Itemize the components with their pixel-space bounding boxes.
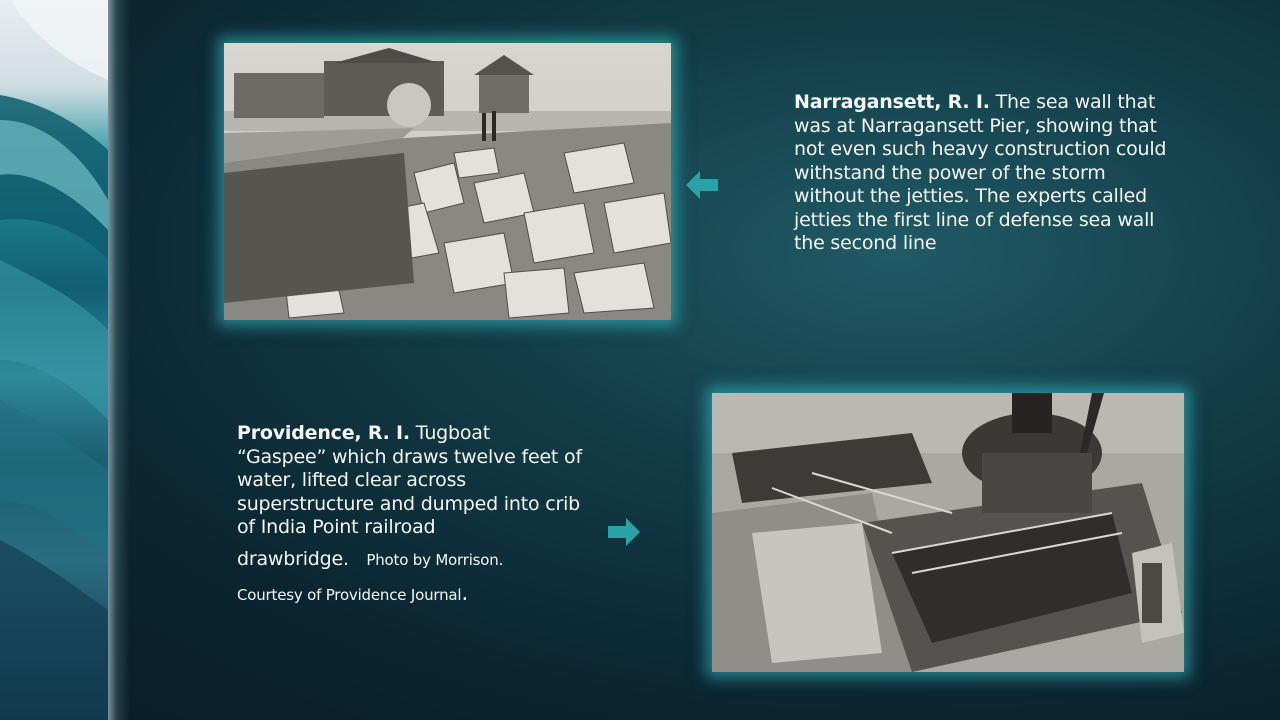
narragansett-caption: [794, 91, 1174, 256]
courtesy-period: .: [461, 581, 469, 606]
narragansett-sea-wall-photo: [224, 43, 671, 320]
arrow-right-icon: [608, 516, 640, 548]
gaspee-tugboat-photo: [712, 393, 1184, 672]
caption-place-narragansett: Narragansett, R. I.: [794, 91, 990, 113]
wave-decoration: [0, 0, 108, 720]
courtesy-credit: Courtesy of Providence Journal: [237, 586, 462, 604]
caption-line-end: drawbridge.: [237, 547, 349, 570]
photo-credit: Photo by Morrison.: [366, 550, 504, 569]
caption-place-providence: Providence, R. I.: [237, 422, 410, 444]
providence-caption: [237, 422, 582, 608]
caption-text-providence: Tugboat “Gaspee” which draws twelve feet of water, lifted clear across superstructure and dumped into crib of India Point railroad: [237, 422, 582, 538]
arrow-left-icon: [686, 169, 718, 201]
wave-divider: [108, 0, 130, 720]
caption-text-narragansett: The sea wall that was at Narragansett Pier, showing that not even such heavy construction could withstand the power of the storm without the jetties. The experts called jetties the first line of defense sea wall the second line: [794, 91, 1167, 254]
